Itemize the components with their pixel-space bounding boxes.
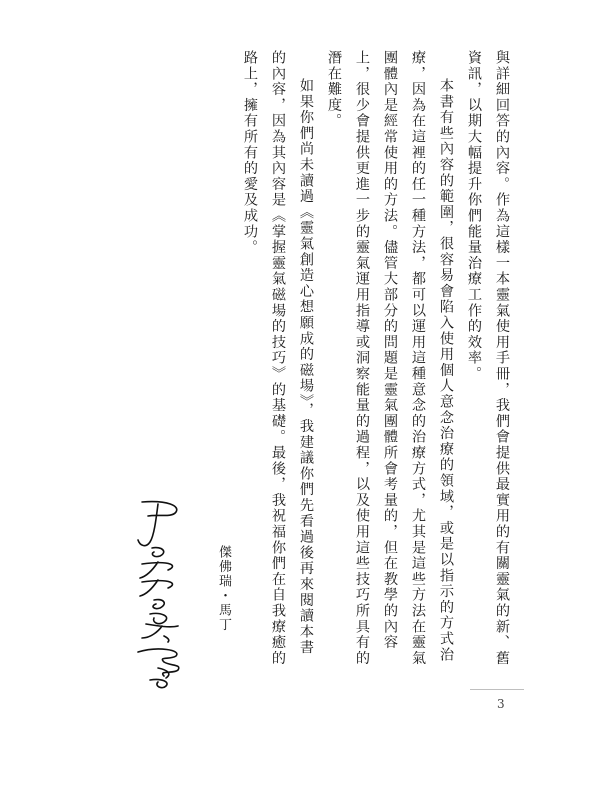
paragraph-intro xyxy=(460,50,516,670)
author-name: 傑佛瑞・馬丁 xyxy=(216,545,231,632)
paragraph-scope: 本書有些內容的範圍，很容易會陷入使用個人意念治療的領域，或是以指示的方式治療，因為在這裡的任一種方法，都可以運用這種意念的治療方式，尤其是這些方法在靈氣團體內是經常使用的方法。儘管大部分的問題是靈氣團體所會考量的，但在教學的內容上，很少會提供更進一步的靈氣運用指導或洞察能量的過程，以及使用這些技巧所具有的潛在難度。 xyxy=(326,50,454,667)
footer-divider xyxy=(470,689,524,690)
author-signature xyxy=(128,496,190,692)
page-number: 3 xyxy=(497,697,505,711)
body-text xyxy=(236,50,516,670)
signature-image xyxy=(128,496,190,692)
paragraph-intro-end: 的有關靈氣的新、舊資訊，以期大幅提升你們能量治療工作的效率。 xyxy=(466,50,510,667)
paragraph-recommendation: 如果你們尚未讀過《靈氣創造心想願成的磁場》，我建議你們先看過後再來閱讀本書的內容，因為其內容是《掌握靈氣磁場的技巧》的基礎。最後，我祝福你們在自我療癒的路上，擁有所有的愛及成功。 xyxy=(242,50,314,667)
paragraph-intro-start: 與詳細回答的內容。作為這樣一本靈氣使用手冊，我們會提供最實用 xyxy=(494,50,510,524)
